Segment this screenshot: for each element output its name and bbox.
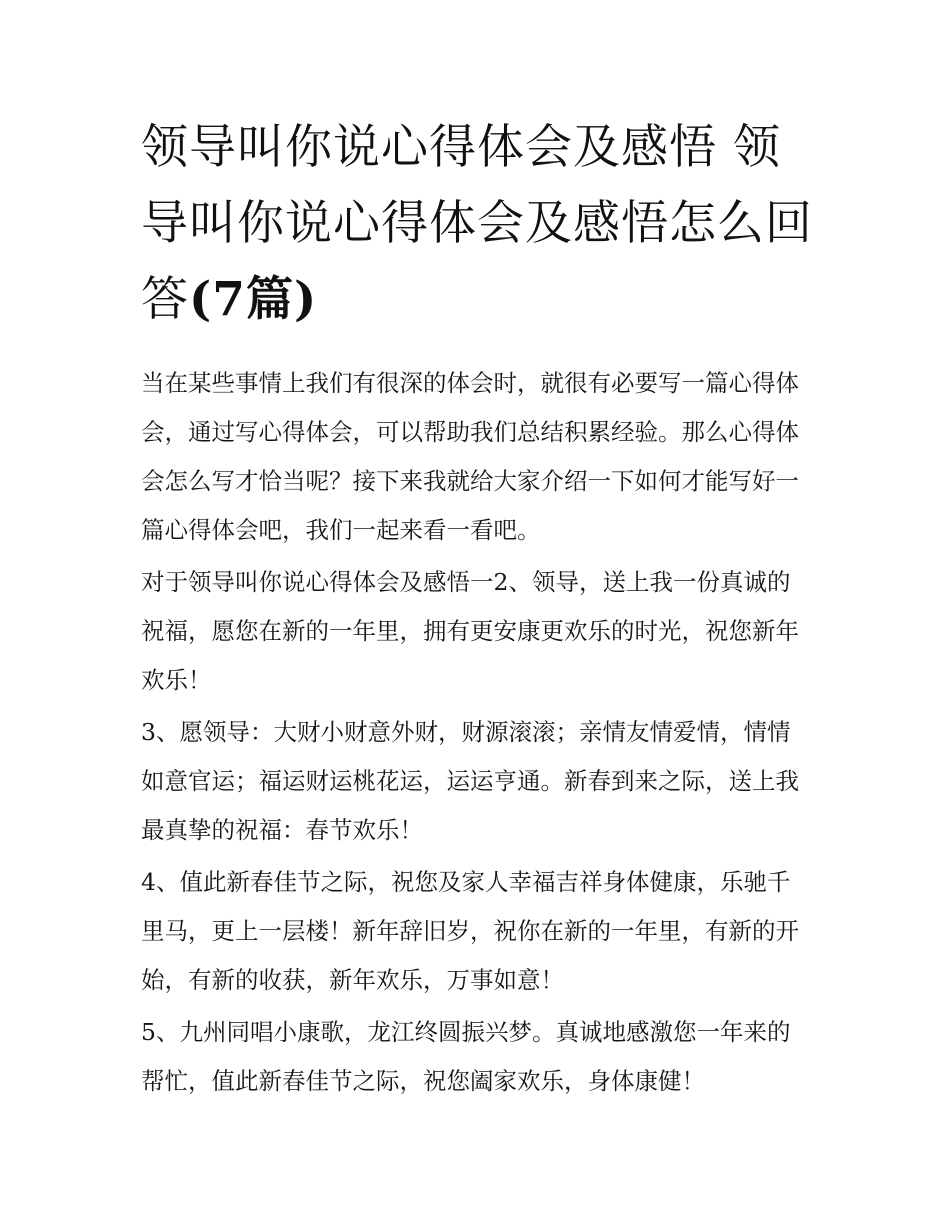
intro-paragraph: 当在某些事情上我们有很深的体会时，就很有必要写一篇心得体会，通过写心得体会，可以帮助我们总结积累经验。那么心得体会怎么写才恰当呢？接下来我就给大家介绍一下如何才能写好一篇心得体会吧，我们一起来看一看吧。 [141,369,799,544]
title-count: (7篇) [189,272,318,327]
paragraph-item-5: 5、九州同唱小康歌，龙江终圆振兴梦。真诚地感激您一年来的帮忙，值此新春佳节之际，祝您阖家欢乐，身体康健！ [141,1018,791,1095]
paragraph-item-2: 对于领导叫你说心得体会及感悟一2、领导，送上我一份真诚的祝福，愿您在新的一年里，拥有更安康更欢乐的时光，祝您新年欢乐！ [141,568,799,694]
paragraph-item-3: 3、愿领导：大财小财意外财，财源滚滚；亲情友情爱情，情情如意官运；福运财运桃花运，运运亨通。新春到来之际，送上我最真挚的祝福：春节欢乐！ [141,718,799,844]
title-text: 领导叫你说心得体会及感悟 领导叫你说心得体会及感悟怎么回答 [141,120,813,327]
document-body [141,359,813,1106]
document-title [141,110,813,338]
paragraph-item-4: 4、值此新春佳节之际，祝您及家人幸福吉祥身体健康，乐驰千里马，更上一层楼！新年辞旧岁，祝你在新的一年里，有新的开始，有新的收获，新年欢乐，万事如意！ [141,868,799,994]
document-page [141,110,813,1109]
